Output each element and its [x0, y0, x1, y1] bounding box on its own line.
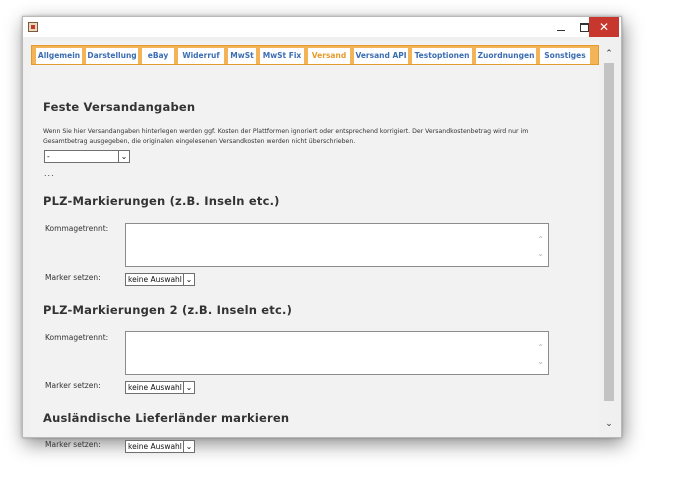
- shipping-select-value: -: [47, 152, 50, 161]
- chevron-down-icon: ⌄: [183, 441, 194, 452]
- tab-mwst-fix[interactable]: MwSt Fix: [260, 48, 304, 64]
- zip-marker-select[interactable]: [125, 273, 195, 286]
- shipping-note: Wenn Sie hier Versandangaben hinterlegen werden ggf. Kosten der Plattformen ignoriert oder entsprechend korrigiert. Der Versandkostenbetrag wird nur im Gesamtbetrag ausgegeben, die originalen eingelesenen Versandkosten werden nicht überschrieben.: [43, 128, 529, 145]
- foreign-marker-select-value: keine Auswahl: [128, 442, 182, 451]
- zip2-marker-select[interactable]: [125, 381, 195, 394]
- tab-allgemein[interactable]: Allgemein: [36, 48, 82, 64]
- zip2-marker-label: Marker setzen:: [45, 381, 101, 390]
- foreign-marker-label: Marker setzen:: [45, 440, 101, 449]
- tab-bar: [31, 45, 599, 65]
- tab-testoptionen[interactable]: Testoptionen: [412, 48, 472, 64]
- tab-sonstiges[interactable]: Sonstiges: [540, 48, 590, 64]
- section-title-foreign-countries: Ausländische Lieferländer markieren: [43, 411, 290, 425]
- textarea-scroll-up-icon[interactable]: ⌃: [537, 343, 544, 352]
- maximize-icon: [580, 23, 589, 32]
- section-title-fixed-shipping: Feste Versandangaben: [43, 100, 196, 114]
- title-bar: [23, 17, 621, 37]
- zip-marker-label: Marker setzen:: [45, 273, 101, 282]
- chevron-down-icon: ⌄: [118, 151, 129, 162]
- chevron-down-icon[interactable]: ⌄: [605, 419, 613, 429]
- chevron-up-icon[interactable]: ⌃: [605, 49, 613, 59]
- zip2-marker-select-value: keine Auswahl: [128, 383, 182, 392]
- settings-panel: [31, 41, 599, 451]
- tab-mwst[interactable]: MwSt: [228, 48, 256, 64]
- more-indicator: ...: [44, 169, 55, 178]
- tab-ebay[interactable]: eBay: [142, 48, 174, 64]
- textarea-scroll-down-icon[interactable]: ⌄: [537, 357, 544, 366]
- vertical-scrollbar[interactable]: [601, 41, 617, 433]
- textarea-scroll-up-icon[interactable]: ⌃: [537, 235, 544, 244]
- zip-comma-label: Kommagetrennt:: [45, 224, 109, 233]
- chevron-down-icon: ⌄: [183, 382, 194, 393]
- tab-versand-api[interactable]: Versand API: [354, 48, 408, 64]
- textarea-scroll-down-icon[interactable]: ⌄: [537, 249, 544, 258]
- app-icon[interactable]: [28, 22, 38, 32]
- app-window: [22, 16, 622, 451]
- tab-versand[interactable]: Versand: [308, 48, 350, 64]
- tab-zuordnungen[interactable]: Zuordnungen: [476, 48, 536, 64]
- zip-markers-2-textarea[interactable]: [125, 331, 549, 375]
- zip-markers-textarea[interactable]: [125, 223, 549, 267]
- foreign-marker-select[interactable]: [125, 440, 195, 453]
- section-title-zip-markers-2: PLZ-Markierungen 2 (z.B. Inseln etc.): [43, 303, 293, 317]
- scrollbar-thumb[interactable]: [604, 63, 614, 401]
- zip-marker-select-value: keine Auswahl: [128, 275, 182, 284]
- close-button[interactable]: [589, 17, 619, 37]
- chevron-down-icon: ⌄: [183, 274, 194, 285]
- section-title-zip-markers: PLZ-Markierungen (z.B. Inseln etc.): [43, 194, 280, 208]
- zip2-comma-label: Kommagetrennt:: [45, 333, 109, 342]
- tab-darstellung[interactable]: Darstellung: [86, 48, 138, 64]
- minimize-icon: [557, 30, 565, 31]
- shipping-select[interactable]: [44, 150, 130, 163]
- tab-widerruf[interactable]: Widerruf: [178, 48, 224, 64]
- close-icon: ✕: [598, 20, 610, 34]
